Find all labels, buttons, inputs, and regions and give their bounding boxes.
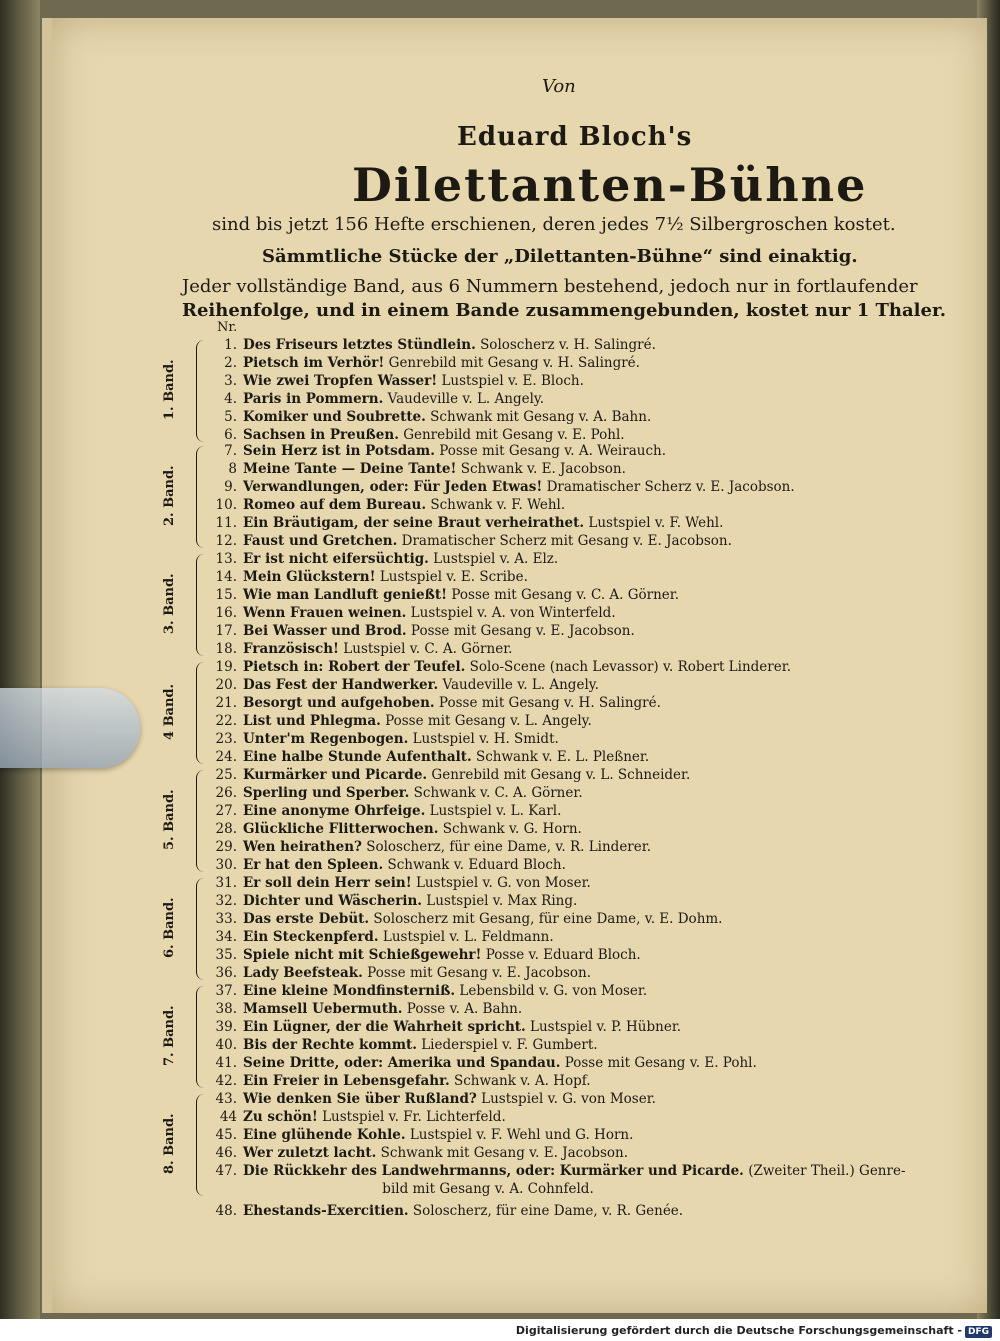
play-entry: [207, 1090, 656, 1108]
play-entry: [207, 928, 554, 946]
header-von: Von: [542, 76, 576, 97]
volume-brace: [196, 1094, 207, 1196]
volume-block: [162, 658, 791, 766]
entry-title: Kurmärker und Picarde.: [243, 767, 428, 783]
play-entry: [207, 1072, 591, 1090]
play-entry: [207, 784, 583, 802]
entry-title: Pietsch in: Robert der Teufel.: [243, 659, 466, 675]
entry-number: 17.: [215, 623, 237, 639]
entry-number: 33.: [215, 911, 237, 927]
entry-number: 6.: [224, 427, 237, 443]
volume-block: [162, 550, 680, 658]
entry-number: 34.: [215, 929, 237, 945]
play-entry: [207, 964, 591, 982]
play-entry: [207, 982, 647, 1000]
book-left-edge: [0, 0, 40, 1341]
entry-title: Sperling und Sperber.: [243, 785, 410, 801]
entry-details: Vaudeville v. L. Angely.: [387, 391, 545, 407]
entry-title: Seine Dritte, oder: Amerika und Spandau.: [243, 1055, 561, 1071]
entry-title: Glückliche Flitterwochen.: [243, 821, 439, 837]
entry-number: 16.: [215, 605, 237, 621]
entry-title: Pietsch im Verhör!: [243, 355, 385, 371]
play-entry: [207, 658, 791, 676]
entry-title: Er hat den Spleen.: [243, 857, 384, 873]
entry-details: Schwank v. E. L. Pleßner.: [475, 749, 650, 765]
entry-title: Das erste Debüt.: [243, 911, 370, 927]
entry-number: 8: [228, 461, 237, 477]
volume-label: 3. Band.: [162, 573, 177, 635]
entry-number: 18.: [215, 641, 237, 657]
entry-details: Lustspiel v. A. Elz.: [433, 551, 559, 567]
entry-title: Die Rückkehr des Landwehrmanns, oder: Kurmärker und Picarde.: [243, 1163, 744, 1179]
entry-details: Posse mit Gesang v. E. Jacobson.: [367, 965, 592, 981]
entry-details: Lustspiel v. L. Feldmann.: [382, 929, 554, 945]
play-entry: [207, 442, 666, 460]
entry-number: 37.: [215, 983, 237, 999]
entry-number: 20.: [215, 677, 237, 693]
entry-title: Ein Freier in Lebensgefahr.: [243, 1073, 450, 1089]
volume-block: [162, 336, 656, 444]
entry-number: 43.: [215, 1091, 237, 1107]
volume-label: 6. Band.: [162, 897, 177, 959]
entry-number: 38.: [215, 1001, 237, 1017]
volume-brace: [196, 554, 207, 656]
play-entry: [207, 586, 679, 604]
volume-block: [162, 982, 757, 1090]
entry-number: 24.: [215, 749, 237, 765]
entry-number: 42.: [215, 1073, 237, 1089]
play-entry: [207, 694, 661, 712]
play-entry: [207, 946, 641, 964]
entry-details: Lustspiel v. L. Karl.: [429, 803, 562, 819]
play-entry: [207, 496, 565, 514]
entry-number: 45.: [215, 1127, 237, 1143]
entry-details: Lustspiel v. A. von Winterfeld.: [410, 605, 616, 621]
volume-label: 2. Band.: [162, 465, 177, 527]
entry-details: Lustspiel v. P. Hübner.: [530, 1019, 682, 1035]
entry-number: 44: [219, 1109, 237, 1125]
entry-title: Wie zwei Tropfen Wasser!: [243, 373, 438, 389]
entry-title: Wenn Frauen weinen.: [243, 605, 407, 621]
entry-title: Ein Bräutigam, der seine Braut verheirathet.: [243, 515, 585, 531]
entry-details: Posse v. Eduard Bloch.: [485, 947, 641, 963]
entry-title: Mamsell Uebermuth.: [243, 1001, 403, 1017]
play-entry: [207, 874, 591, 892]
entry-number: 13.: [215, 551, 237, 567]
volume-block: [162, 874, 723, 982]
entry-details: Soloscherz v. H. Salingré.: [480, 337, 656, 353]
play-entry: [207, 336, 656, 354]
header-line-3: Jeder vollständige Band, aus 6 Nummern bestehend, jedoch nur in fortlaufender: [182, 276, 918, 297]
play-entry: [207, 802, 561, 820]
entry-details: Lustspiel v. H. Smidt.: [412, 731, 559, 747]
entry-details: Posse mit Gesang v. L. Angely.: [385, 713, 592, 729]
entry-number: 9.: [224, 479, 237, 495]
play-entry: [207, 856, 566, 874]
volume-block: [162, 442, 795, 550]
entry-details: Posse mit Gesang v. C. A. Görner.: [451, 587, 680, 603]
volume-block: [162, 766, 691, 874]
book-page: [42, 18, 987, 1313]
play-entry: [207, 1162, 906, 1180]
entry-details: Schwank v. E. Jacobson.: [460, 461, 626, 477]
play-entry: [207, 892, 577, 910]
play-entry: [207, 712, 592, 730]
entry-details: Dramatischer Scherz v. E. Jacobson.: [546, 479, 795, 495]
entry-details: Schwank v. Eduard Bloch.: [387, 857, 566, 873]
number-column-label: Nr.: [217, 320, 238, 335]
entry-title: Bis der Rechte kommt.: [243, 1037, 417, 1053]
entry-details: Lebensbild v. G. von Moser.: [459, 983, 648, 999]
footer-strip: [0, 1319, 1000, 1341]
play-entry: [207, 820, 582, 838]
entry-title: Ein Steckenpferd.: [243, 929, 379, 945]
entry-title: Komiker und Soubrette.: [243, 409, 426, 425]
entry-title: Lady Beefsteak.: [243, 965, 363, 981]
header-line-1: sind bis jetzt 156 Hefte erschienen, deren jedes 7½ Silbergroschen kostet.: [212, 214, 896, 235]
entry-details: Schwank mit Gesang v. E. Jacobson.: [380, 1145, 629, 1161]
play-entry: [207, 1144, 628, 1162]
play-entry: [207, 372, 584, 390]
play-entry: [207, 478, 795, 496]
play-entry: [207, 604, 616, 622]
entry-title: Wen heirathen?: [243, 839, 362, 855]
entry-title: Wie denken Sie über Rußland?: [243, 1091, 477, 1107]
play-entry: [207, 408, 651, 426]
entry-number: 23.: [215, 731, 237, 747]
entry-details: Soloscherz, für eine Dame, v. R. Genée.: [412, 1203, 684, 1219]
entry-title: Wer zuletzt lacht.: [243, 1145, 377, 1161]
play-entry: [207, 1000, 522, 1018]
entry-title: Dichter und Wäscherin.: [243, 893, 422, 909]
play-entry: [207, 640, 512, 658]
play-entry: [207, 622, 635, 640]
entry-number: 31.: [215, 875, 237, 891]
entry-number: 11.: [215, 515, 237, 531]
entry-number: 27.: [215, 803, 237, 819]
volume-label: 1. Band.: [162, 359, 177, 421]
entry-details: Schwank v. C. A. Görner.: [413, 785, 583, 801]
entry-title: Das Fest der Handwerker.: [243, 677, 439, 693]
entry-details: Schwank v. F. Wehl.: [430, 497, 566, 513]
entry-details: Posse mit Gesang v. A. Weirauch.: [439, 443, 666, 459]
entry-number: 14.: [215, 569, 237, 585]
entry-number: 2.: [224, 355, 237, 371]
entry-details: Posse mit Gesang v. E. Jacobson.: [410, 623, 635, 639]
play-entry: [207, 748, 649, 766]
volume-brace: [196, 878, 207, 980]
entry-details: Soloscherz, für eine Dame, v. R. Linderer.: [366, 839, 652, 855]
volume-label: 7. Band.: [162, 1005, 177, 1067]
play-entry: [207, 514, 723, 532]
play-entry: [342, 1180, 594, 1198]
volume-brace: [196, 986, 207, 1088]
play-entry: [207, 838, 651, 856]
entry-details: Solo-Scene (nach Levassor) v. Robert Linderer.: [469, 659, 791, 675]
volume-label: 8. Band.: [162, 1113, 177, 1175]
entry-title: Französisch!: [243, 641, 339, 657]
entry-number: 48.: [215, 1203, 237, 1219]
entry-details: Lustspiel v. G. von Moser.: [415, 875, 591, 891]
entry-title: Romeo auf dem Bureau.: [243, 497, 427, 513]
header-series-title: Dilettanten-Bühne: [352, 158, 868, 212]
entry-details: Lustspiel v. C. A. Görner.: [343, 641, 513, 657]
entry-number: 10.: [215, 497, 237, 513]
play-entry: [207, 390, 544, 408]
entry-details: Schwank v. G. Horn.: [442, 821, 582, 837]
entry-details: Lustspiel v. Max Ring.: [426, 893, 578, 909]
entry-number: 40.: [215, 1037, 237, 1053]
entry-title: Eine anonyme Ohrfeige.: [243, 803, 426, 819]
entry-title: Eine halbe Stunde Aufenthalt.: [243, 749, 472, 765]
entry-number: 26.: [215, 785, 237, 801]
play-entry: [207, 1126, 633, 1144]
entry-number: 47.: [215, 1163, 237, 1179]
play-entry: [207, 910, 722, 928]
footer-credit: [516, 1324, 992, 1338]
play-entry: [207, 1054, 757, 1072]
entry-title: Bei Wasser und Brod.: [243, 623, 407, 639]
entry-details: bild mit Gesang v. A. Cohnfeld.: [382, 1181, 594, 1197]
entry-number: 12.: [215, 533, 237, 549]
entry-title: Paris in Pommern.: [243, 391, 384, 407]
entry-number: 41.: [215, 1055, 237, 1071]
entry-details: Posse v. A. Bahn.: [406, 1001, 523, 1017]
play-entry: [207, 1036, 598, 1054]
header-line-2: Sämmtliche Stücke der „Dilettanten-Bühne“ sind einaktig.: [262, 246, 858, 267]
entry-details: Lustspiel v. G. von Moser.: [481, 1091, 656, 1107]
entry-title: Er soll dein Herr sein!: [243, 875, 412, 891]
entry-number: 19.: [215, 659, 237, 675]
volume-block: [162, 1090, 906, 1198]
entry-number: 30.: [215, 857, 237, 873]
play-entry: [207, 550, 558, 568]
entry-number: 39.: [215, 1019, 237, 1035]
entry-title: Zu schön!: [243, 1109, 318, 1125]
entry-details: Lustspiel v. Fr. Lichterfeld.: [322, 1109, 506, 1125]
entry-number: 46.: [215, 1145, 237, 1161]
entry-details: Lustspiel v. E. Scribe.: [379, 569, 528, 585]
entry-title: Wie man Landluft genießt!: [243, 587, 448, 603]
entry-title: Sachsen in Preußen.: [243, 427, 399, 443]
volume-brace: [196, 770, 207, 872]
play-entry: [207, 730, 559, 748]
entry-number: 15.: [215, 587, 237, 603]
entry-title: Ehestands-Exercitien.: [243, 1203, 409, 1219]
play-entry-last: [207, 1202, 683, 1220]
entry-number: 7.: [224, 443, 237, 459]
entry-number: 1.: [224, 337, 237, 353]
entry-number: 29.: [215, 839, 237, 855]
entry-details: Lustspiel v. F. Wehl und G. Horn.: [409, 1127, 634, 1143]
entry-details: Genrebild mit Gesang v. H. Salingré.: [388, 355, 640, 371]
entry-details: Vaudeville v. L. Angely.: [442, 677, 599, 693]
header-line-4: Reihenfolge, und in einem Bande zusammengebunden, kostet nur 1 Thaler.: [182, 300, 947, 321]
play-entry: [207, 354, 640, 372]
entry-title: Mein Glückstern!: [243, 569, 376, 585]
entry-details: Posse mit Gesang v. E. Pohl.: [564, 1055, 757, 1071]
entry-details: Liederspiel v. F. Gumbert.: [421, 1037, 598, 1053]
entry-title: Er ist nicht eifersüchtig.: [243, 551, 429, 567]
play-entry: [207, 1108, 506, 1126]
volume-label: 5. Band.: [162, 789, 177, 851]
header-author: Eduard Bloch's: [457, 122, 693, 152]
entry-title: Spiele nicht mit Schießgewehr!: [243, 947, 482, 963]
play-entry: [207, 766, 690, 784]
entry-title: Faust und Gretchen.: [243, 533, 398, 549]
entry-title: Meine Tante — Deine Tante!: [243, 461, 457, 477]
entry-details: Posse mit Gesang v. H. Salingré.: [438, 695, 661, 711]
entry-number: 3.: [224, 373, 237, 389]
play-entry: [207, 1018, 681, 1036]
entry-number: 22.: [215, 713, 237, 729]
entry-number: 35.: [215, 947, 237, 963]
entry-title: Sein Herz ist in Potsdam.: [243, 443, 435, 459]
entry-title: Verwandlungen, oder: Für Jeden Etwas!: [243, 479, 543, 495]
entry-number: 21.: [215, 695, 237, 711]
entry-number: 28.: [215, 821, 237, 837]
page-clip: [0, 688, 140, 768]
entry-number: 5.: [224, 409, 237, 425]
play-entry: [207, 568, 528, 586]
entry-title: Eine glühende Kohle.: [243, 1127, 406, 1143]
entry-number: 25.: [215, 767, 237, 783]
entry-details: Lustspiel v. E. Bloch.: [441, 373, 584, 389]
entry-details: Genrebild mit Gesang v. E. Pohl.: [403, 427, 625, 443]
play-entry: [207, 676, 599, 694]
play-entry: [207, 460, 626, 478]
entry-number: 36.: [215, 965, 237, 981]
entry-details: Dramatischer Scherz mit Gesang v. E. Jacobson.: [401, 533, 732, 549]
dfg-logo: DFG: [965, 1326, 992, 1338]
entry-title: Besorgt und aufgehoben.: [243, 695, 435, 711]
entry-details: Schwank v. A. Hopf.: [453, 1073, 591, 1089]
entry-details: Soloscherz mit Gesang, für eine Dame, v. E. Dohm.: [373, 911, 723, 927]
entry-title: List und Phlegma.: [243, 713, 381, 729]
entry-title: Des Friseurs letztes Stündlein.: [243, 337, 476, 353]
entry-details: Schwank mit Gesang v. A. Bahn.: [430, 409, 652, 425]
footer-credit-text: Digitalisierung gefördert durch die Deutsche Forschungsgemeinschaft -: [515, 1324, 962, 1337]
volume-brace: [196, 446, 207, 548]
entry-number: 32.: [215, 893, 237, 909]
volume-label: 4 Band.: [162, 683, 177, 741]
entry-details: (Zweiter Theil.) Genre-: [748, 1163, 906, 1179]
entry-title: Ein Lügner, der die Wahrheit spricht.: [243, 1019, 526, 1035]
volume-brace: [196, 340, 207, 442]
entry-details: Lustspiel v. F. Wehl.: [588, 515, 724, 531]
volume-brace: [196, 662, 207, 764]
entry-details: Genrebild mit Gesang v. L. Schneider.: [431, 767, 691, 783]
play-entry: [207, 532, 732, 550]
entry-number: 4.: [224, 391, 237, 407]
entry-title: Unter'm Regenbogen.: [243, 731, 409, 747]
entry-title: Eine kleine Mondfinsterniß.: [243, 983, 456, 999]
